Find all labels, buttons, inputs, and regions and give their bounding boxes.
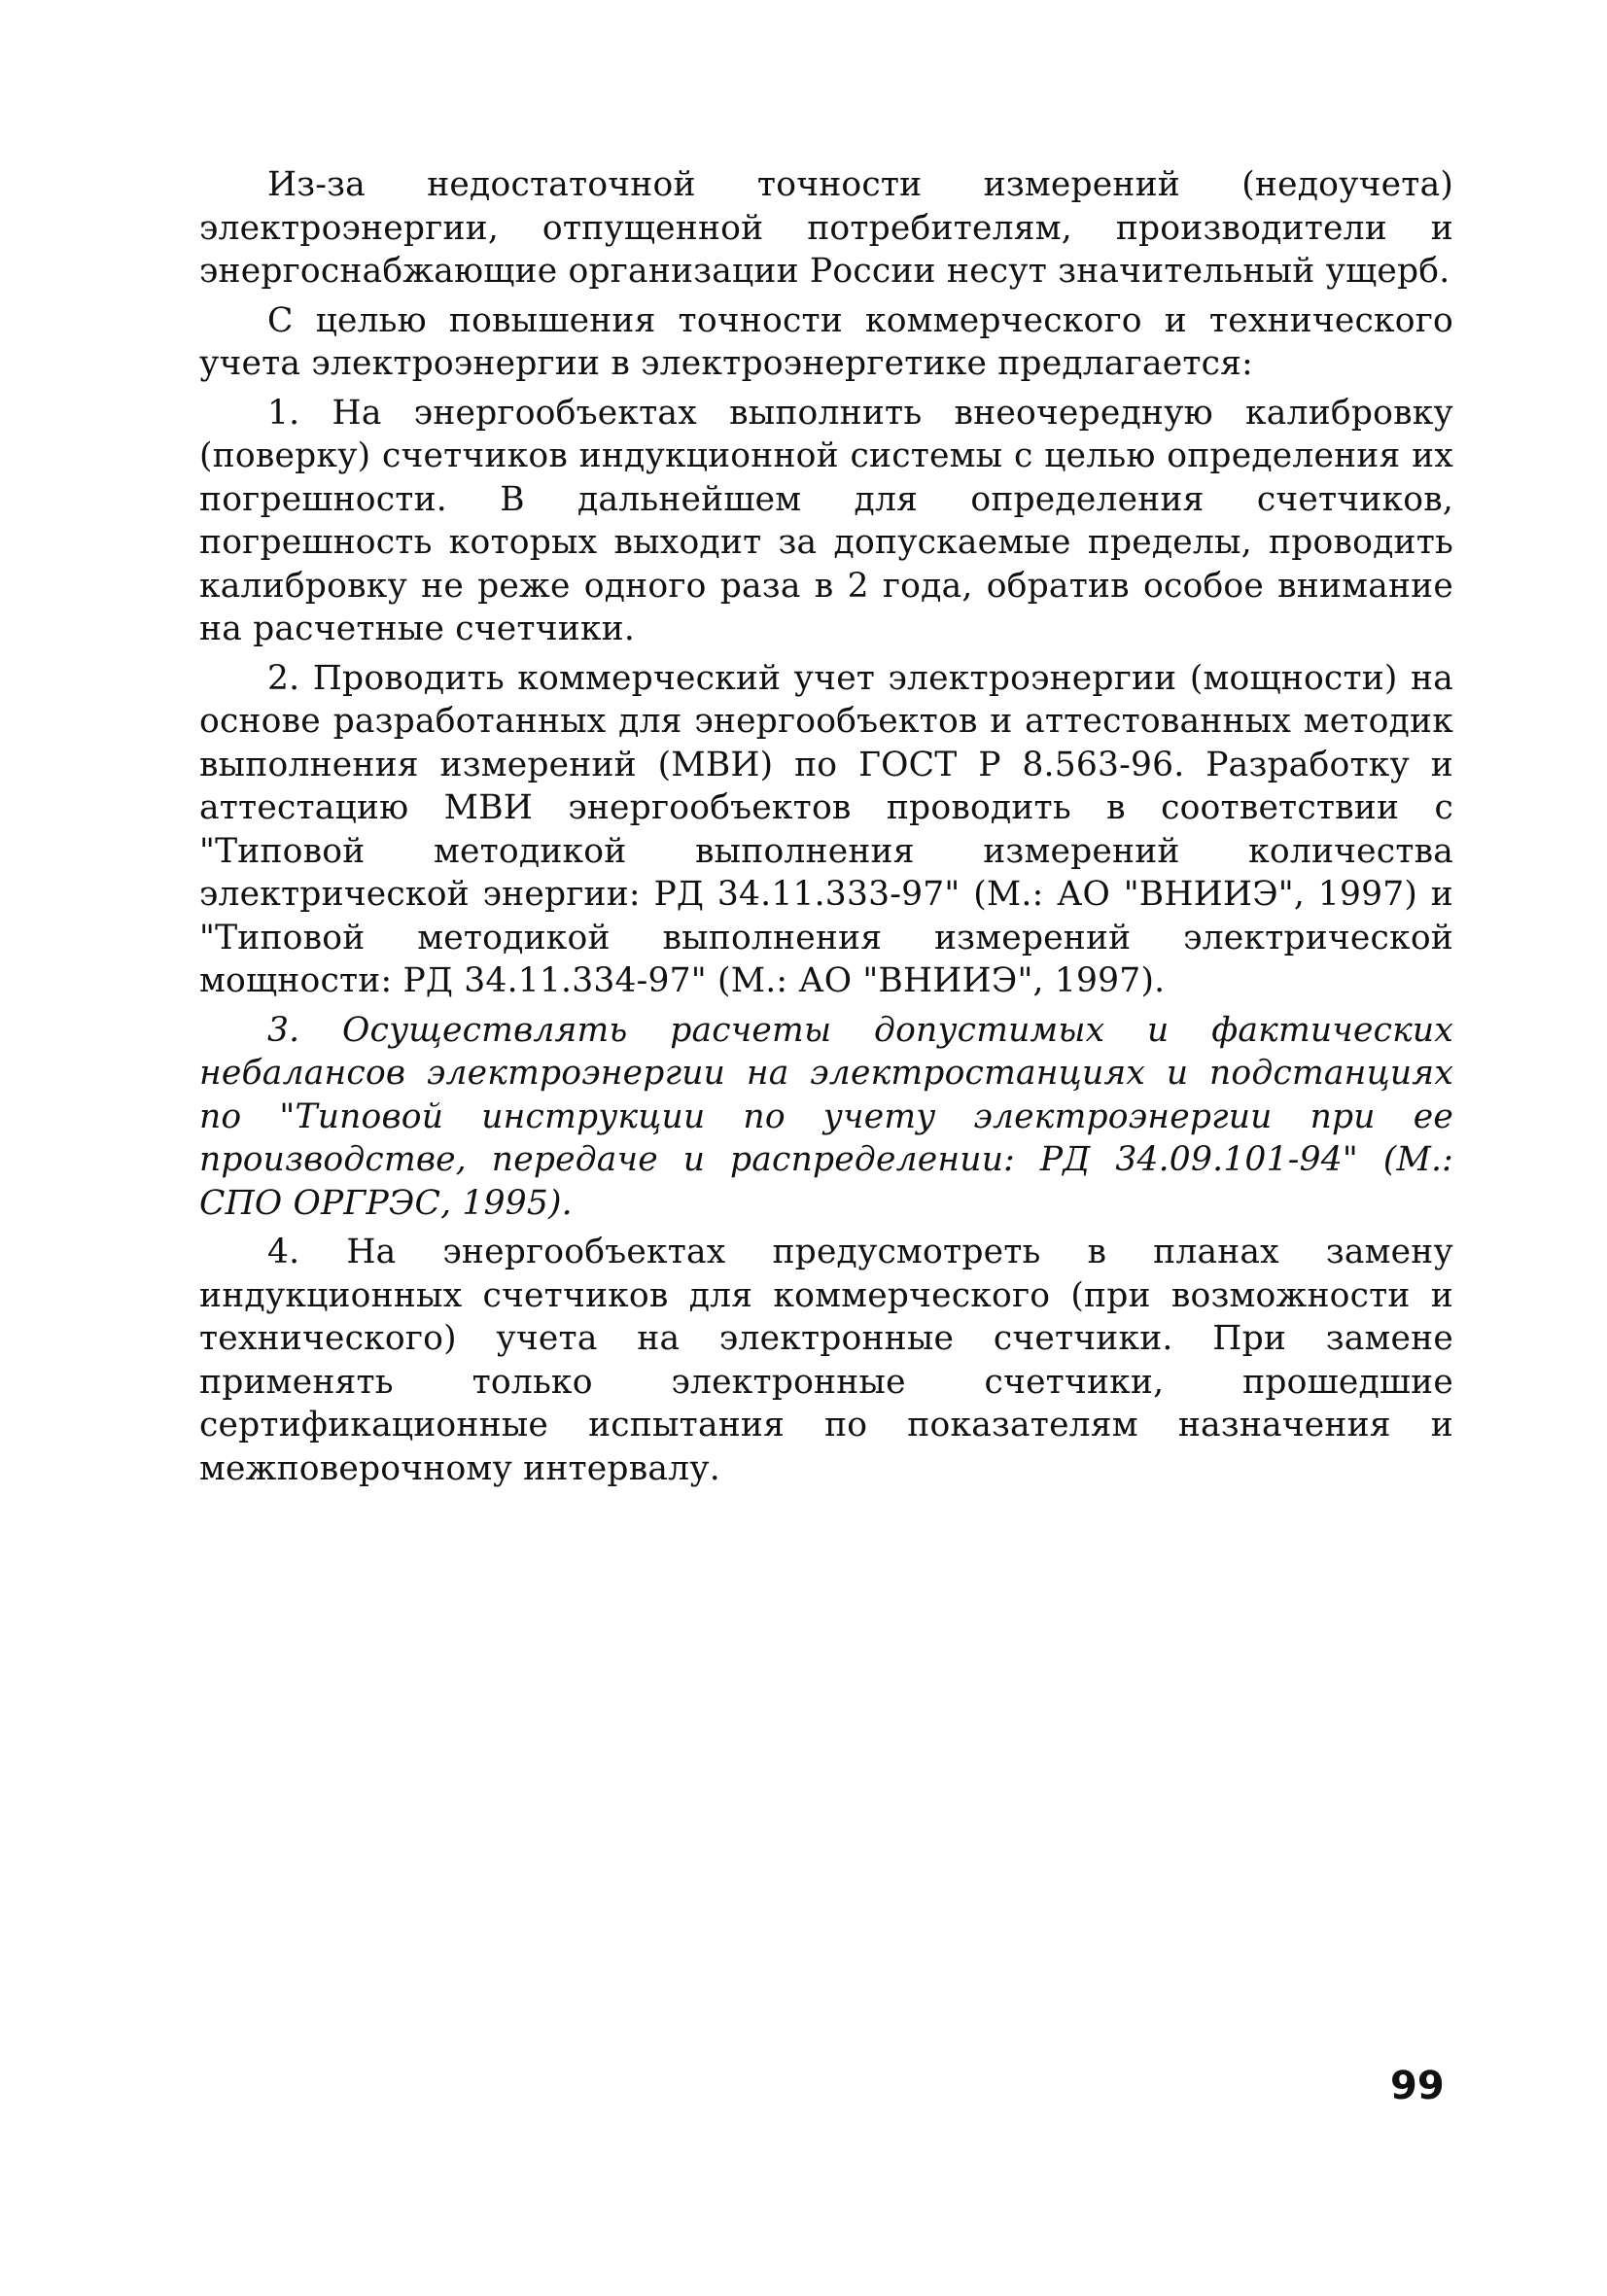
page-number: 99 bbox=[1390, 2064, 1445, 2108]
paragraph-item-1: 1. На энергообъектах выполнить внеочередную калибровку (поверку) счетчиков индукционной системы с целью определения их погрешности. В дальнейшем для определения счетчиков, погрешность которых выходит за допускаемые пределы, проводить калибровку не реже одного раза в 2 года, обратив особое внимание на расчетные счетчики. bbox=[199, 393, 1453, 648]
paragraph-item-3: 3. Осуществлять расчеты допустимых и фактических небалансов электроэнергии на электростанциях и подстанциях по "Типовой инструкции по учету электроэнергии при ее производстве, передаче и распределении: РД 34.09.101-94" (М.: СПО ОРГРЭС, 1995). bbox=[199, 1010, 1453, 1223]
paragraph-item-2: 2. Проводить коммерческий учет электроэнергии (мощности) на основе разработанных для энергообъектов и аттестованных методик выполнения измерений (МВИ) по ГОСТ Р 8.563-96. Разработку и аттестацию МВИ энергообъектов проводить в соответствии с "Типовой методикой выполнения измерений количества электрической энергии: РД 34.11.333-97" (М.: АО "ВНИИЭ", 1997) и "Типовой методикой выполнения измерений электрической мощности: РД 34.11.334-97" (М.: АО "ВНИИЭ", 1997). bbox=[199, 658, 1453, 1000]
page-body bbox=[199, 163, 1453, 1496]
paragraph-intro: Из-за недостаточной точности измерений (недоучета) электроэнергии, отпущенной потребителям, производители и энергоснабжающие организации России несут значительный ущерб. bbox=[199, 165, 1453, 291]
paragraph-proposal-lead: С целью повышения точности коммерческого и технического учета электроэнергии в электроэнергетике предлагается: bbox=[199, 300, 1453, 383]
paragraph-item-4: 4. На энергообъектах предусмотреть в планах замену индукционных счетчиков для коммерческого (при возможности и технического) учета на электронные счетчики. При замене применять только электронные счетчики, прошедшие сертификационные испытания по показателям назначения и межповерочному интервалу. bbox=[199, 1233, 1453, 1488]
